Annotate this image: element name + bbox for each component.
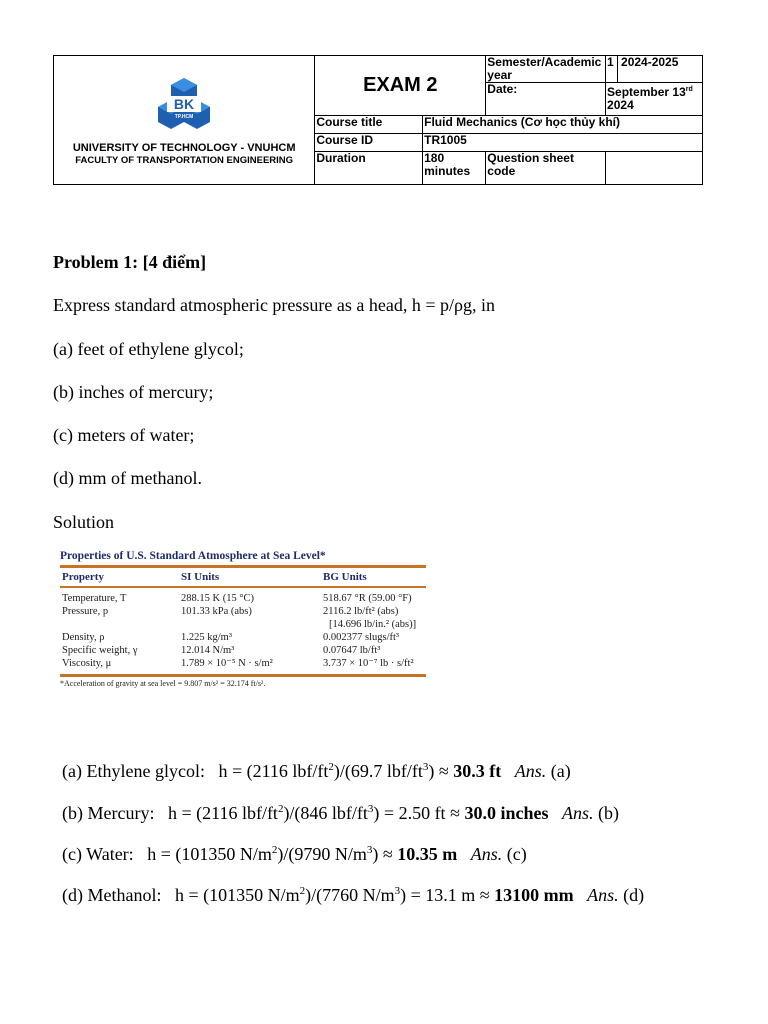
semester-value: 1 — [606, 56, 618, 83]
solution-label: Solution — [53, 512, 115, 532]
problem-intro: Express standard atmospheric pressure as a head, h = p/ρg, in — [53, 295, 496, 315]
cell-bg: 0.07647 lb/ft³ — [323, 645, 381, 656]
course-title-value: Fluid Mechanics (Cơ học thủy khí) — [423, 116, 703, 134]
date-label: Date: — [486, 83, 606, 116]
duration-label: Duration — [315, 152, 423, 185]
date-value: September 13rd 2024 — [606, 83, 703, 116]
properties-table-title: Properties of U.S. Standard Atmosphere at Sea Level* — [60, 550, 326, 562]
col-header-bg: BG Units — [323, 571, 367, 583]
question-code-value — [606, 152, 703, 185]
cell-si: 12.014 N/m³ — [181, 645, 235, 656]
exam-title: EXAM 2 — [315, 56, 486, 116]
cell-si: 1.225 kg/m³ — [181, 632, 232, 643]
university-name: UNIVERSITY OF TECHNOLOGY - VNUHCM — [72, 141, 296, 154]
answer-result: 30.3 ft — [453, 761, 502, 781]
table-row — [60, 657, 426, 670]
exam-header-table — [53, 55, 703, 185]
semester-label: Semester/Academic year — [486, 56, 606, 83]
question-code-label: Question sheet code — [486, 152, 606, 185]
course-title-label: Course title — [315, 116, 423, 134]
cell-bg: 0.002377 slugs/ft³ — [323, 632, 400, 643]
academic-year: 2024-2025 — [618, 56, 703, 83]
table-row — [60, 605, 426, 631]
table-rule-bottom — [60, 674, 426, 677]
university-logo — [151, 76, 217, 136]
table-header-row — [60, 568, 426, 586]
answer-line-d: (d) Methanol: h = (101350 $N/m^2)/(7760$ $N/m^3) = 13.1$ m ≈ 13100 mm Ans. (d) — [62, 885, 645, 905]
cell-bg: 3.737 × 10⁻⁷ lb · s/ft² — [323, 658, 414, 669]
university-cell — [54, 56, 315, 185]
faculty-name: FACULTY OF TRANSPORTATION ENGINEERING — [75, 154, 294, 166]
table-footnote: *Acceleration of gravity at sea level = 9.807 m/s² = 32.174 ft/s². — [60, 679, 266, 688]
properties-table — [60, 550, 426, 688]
problem-item-a: (a) feet of ethylene glycol; — [53, 339, 244, 359]
answer-line-a: (a) Ethylene glycol: h = (2116 lbf/$ft^2)/(69.7$ lbf/$ft^3) \approx 30.3$ ft Ans. (a) — [62, 761, 571, 781]
table-row — [60, 644, 426, 657]
cell-property: Specific weight, γ — [62, 645, 138, 656]
logo-text: BK — [174, 95, 195, 112]
cell-si: 1.789 × 10⁻⁵ N · s/m² — [181, 658, 273, 669]
problem-heading: Problem 1: [4 điểm] — [53, 252, 207, 272]
logo-subtext: TP.HCM — [174, 113, 194, 120]
properties-grid — [60, 568, 426, 586]
table-rule-mid — [60, 586, 426, 588]
col-header-property: Property — [62, 571, 104, 583]
cell-property: Density, ρ — [62, 632, 105, 643]
table-row — [60, 592, 426, 605]
col-header-si: SI Units — [181, 571, 220, 583]
properties-body — [60, 592, 426, 670]
course-id-value: TR1005 — [423, 134, 703, 152]
cell-si: 288.15 K (15 °C) — [181, 593, 255, 604]
answer-line-c: (c) Water: h = (101350 $N/m^2)/(9790$ $N/m^3) \approx 10.35$ m Ans. (c) — [62, 844, 527, 864]
answer-result: 13100 mm — [494, 885, 574, 905]
cell-property: Viscosity, μ — [62, 658, 112, 669]
cell-property: Pressure, p — [62, 606, 109, 617]
cell-si: 101.33 kPa (abs) — [181, 606, 252, 617]
problem-item-c: (c) meters of water; — [53, 425, 195, 445]
table-row — [60, 631, 426, 644]
answer-result: 30.0 inches — [464, 803, 549, 823]
problem-item-d: (d) mm of methanol. — [53, 468, 202, 488]
answer-result: 10.35 m — [397, 844, 458, 864]
answer-line-b: (b) Mercury: h = (2116 lbf/$ft^2)/(846$ lbf/$ft^3) = 2.50$ ft ≈ 30.0 inches Ans. (b) — [62, 803, 619, 823]
cell-bg: 518.67 °R (59.00 °F) — [323, 593, 412, 604]
cell-property: Temperature, T — [62, 593, 127, 604]
problem-item-b: (b) inches of mercury; — [53, 382, 214, 402]
cell-bg: 2116.2 lb/ft² (abs) [14.696 lb/in.² (abs)] — [323, 606, 417, 630]
course-id-label: Course ID — [315, 134, 423, 152]
duration-value: 180 minutes — [423, 152, 486, 185]
